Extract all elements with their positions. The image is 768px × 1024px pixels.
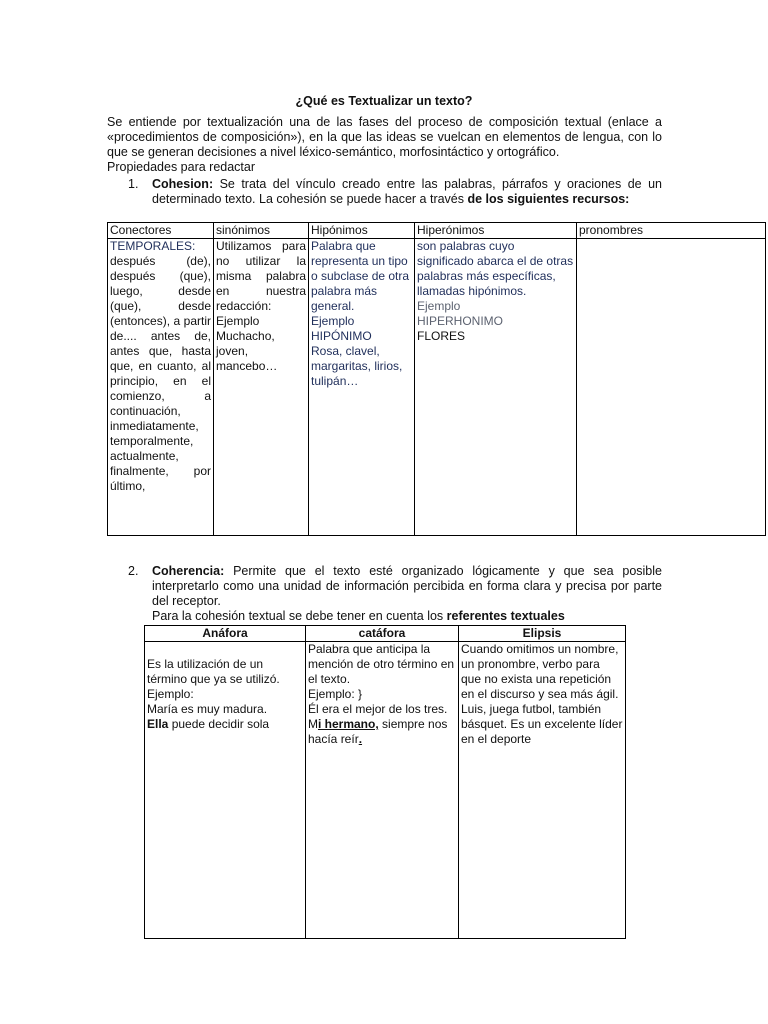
list-number: 1. — [128, 177, 139, 191]
table-row — [108, 239, 766, 536]
term-coherencia: Coherencia: — [152, 564, 225, 578]
table-header-row — [108, 223, 766, 239]
document-title: ¿Qué es Textualizar un texto? — [295, 94, 473, 108]
cell-hiponimos: Palabra que representa un tipo o subclase de otra palabra más general. Ejemplo HIPÓNIMO Rosa, clavel, margaritas, lirios, tulipán… — [309, 239, 415, 536]
properties-label: Propiedades para redactar — [107, 160, 256, 174]
header-anafora: Anáfora — [145, 626, 306, 642]
intro-paragraph: Se entiende por textualización una de las fases del proceso de composición textual (enlace a «procedimientos de composición»), en la que las ideas se vuelcan en elementos de lengua, con lo que se generan decisiones a nivel léxico-semántico, morfosintáctico y ortográfico. — [107, 115, 662, 159]
cell-catafora: Palabra que anticipa la mención de otro término en el texto. Ejemplo: } Él era el mejor de los tres. Mi hermano, siempre nos hacía reír. — [306, 642, 459, 939]
referentes-table — [144, 625, 626, 939]
table-row — [145, 642, 626, 939]
header-elipsis: Elipsis — [459, 626, 626, 642]
cell-conectores: TEMPORALES: después (de), después (que), luego, desde (que), desde (entonces), a partir de.... antes de, antes que, hasta que, en cuanto, al principio, en el comienzo, a continuación, inmediatamente, temporalmente, actualmente, finalmente, por último, — [108, 239, 214, 536]
header-conectores: Conectores — [108, 223, 214, 239]
header-hiponimos: Hipónimos — [309, 223, 415, 239]
list-number: 2. — [128, 564, 139, 578]
cohesion-table — [107, 222, 766, 536]
term-cohesion: Cohesion: — [152, 177, 214, 191]
cell-anafora: Es la utilización de un término que ya se utilizó. Ejemplo: María es muy madura. Ella puede decidir sola — [145, 642, 306, 939]
header-catafora: catáfora — [306, 626, 459, 642]
cell-hiperonimos: son palabras cuyo significado abarca el de otras palabras más específicas, llamadas hipónimos. Ejemplo HIPERHONIMO FLORES — [415, 239, 577, 536]
header-pronombres: pronombres — [577, 223, 766, 239]
document-page: ¿Qué es Textualizar un texto? Se entiende por textualización una de las fases del proceso de composición textual (enlace a «procedimientos de composición»), en la que las ideas se vuelcan en elementos de lengua, con lo que se generan decisiones a nivel léxico-semántico, morfosintáctico y ortográfico. Propiedades para redactar 1. Cohesion: Se trata del vínculo creado entre las palabras, párrafos y oraciones de un determinado texto. La cohesión se puede hacer a través de los siguientes recursos: Conectores sinónimos Hipónimos Hiperónimos pronombres TEMPORALES: después (de), después (que), luego, desde (que), desde (entonces), a partir de.... antes de, antes que, hasta que, en cuanto, al principio, en el comienzo, a continuación, inmediatamente, temporalmente, actualmente, finalmente, por último, Utilizamos para no utilizar la misma palabra en nuestra redacción: Ejemplo Muchacho, joven, mancebo… Palabra que representa un tipo o subclase de otra palabra más general. Ejemplo HIPÓNIMO Rosa, clavel, margaritas, lirios, tulipán… son palabras cuyo significado abarca el de otras palabras más específicas, llamadas hipónimos. Ejemplo HIPERHONIMO FLORES 2. Coherencia: Permite que el texto esté organizado lógicamente y que sea posible interpretarlo como una unidad de información percibida en forma clara y precisa por parte del receptor. Para la cohesión textual se debe tener en cuenta los referentes textuales Anáfora catáfora Elipsis Es la utilización de un término que ya se utilizó. Ejemplo: María es muy madura. Ella puede decidir sola Palabra que anticipa la mención de otro término en el texto. Ejemplo: } Él era el mejor de los tres. Mi hermano, siempre nos hacía reír. Cuando omitimos un nombre, un pronombre, verbo para que no exista una repetición en el discurso y sea más ágil. Luis, juega futbol, también básquet. Es un excelente líder en el deporte — [0, 0, 768, 1024]
header-hiperonimos: Hiperónimos — [415, 223, 577, 239]
header-sinonimos: sinónimos — [214, 223, 309, 239]
cell-pronombres — [577, 239, 766, 536]
cell-sinonimos: Utilizamos para no utilizar la misma palabra en nuestra redacción: Ejemplo Muchacho, joven, mancebo… — [214, 239, 309, 536]
cell-elipsis: Cuando omitimos un nombre, un pronombre, verbo para que no exista una repetición en el discurso y sea más ágil. Luis, juega futbol, también básquet. Es un excelente líder en el deporte — [459, 642, 626, 939]
table-header-row — [145, 626, 626, 642]
